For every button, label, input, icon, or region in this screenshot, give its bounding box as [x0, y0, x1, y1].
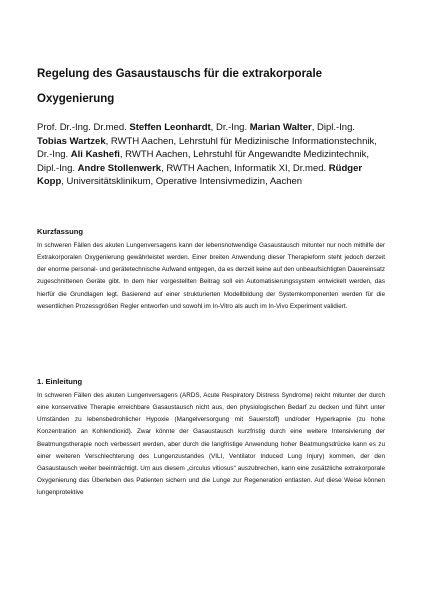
- author-name: Tobias Wartzek: [37, 135, 106, 147]
- author-affiliation: , Universitätsklinikum, Operative Intensivmedizin, Aachen: [61, 176, 303, 188]
- author-prefix: Dr.-Ing.: [37, 149, 71, 161]
- author-name: Rüdger Kopp: [37, 162, 363, 188]
- author-affiliation: , RWTH Aachen, Informatik XI,: [161, 162, 293, 174]
- author-name: Marian Walter: [249, 122, 312, 133]
- author-affiliation: , RWTH Aachen, Lehrstuhl für Angewandte Medizintechnik,: [119, 149, 369, 161]
- author-name: Ali Kashefi: [70, 149, 120, 161]
- paper-title: Regelung des Gasaustauschs für die extrakorporale Oxygenierung: [37, 68, 323, 105]
- author-prefix: Dr.med.: [292, 162, 329, 174]
- abstract-heading: Kurzfassung: [37, 227, 83, 236]
- author-prefix: Dipl.-Ing.: [316, 122, 355, 133]
- abstract-text: In schweren Fällen des akuten Lungenversagens kann der lebensnotwendige Gasaustausch mitunter nur noch mithilfe der Extrakorporalen Oxygenierung gewährleistet werden. Einer breiten Anwendung dieser Therapieform steht jedoch derzeit der enorme personal- und gerätetechnische Aufwand entgegen, da es derzeit keine auf den unbeaufsichtigten Dauereinsatz zugeschnittenen Geräte gibt. In dem hier vorgestellten Beitrag soll ein Automatisierungssystem entwickelt werden, das hierfür die Grundlagen legt. Basierend auf einer strukturierten Modellbildung der Systemkomponenten werden für die wesentlichen Prozessgrößen Regler entworfen und sowohl im In-Vitro als auch im In-Vivo Experiment validiert.: [37, 242, 385, 310]
- author-block: [37, 121, 377, 189]
- author-name: Andre Stollenwerk: [77, 162, 162, 174]
- author-prefix: Dr.-Ing.: [215, 122, 250, 133]
- author-affiliation: ,: [210, 122, 216, 133]
- abstract-section: [37, 226, 385, 313]
- introduction-text: In schweren Fällen des akuten Lungenversagens (ARDS, Acute Respiratory Distress Syndrome) reicht mitunter der durch eine konservative Therapie erreichbare Gasaustausch nicht aus, den physiologischen Bedarf zu decken und führt unter Umständen zu lebensbedrohlicher Hypoxie (Mangelversorgung mit Sauerstoff) und/oder Hyperkapnie (zu hohe Konzentration an Kohlendioxid). Zwar könnte der Gasaustausch kurzfristig durch eine weitere Intensivierung der Beatmungstherapie noch verbessert werden, aber durch die langfristige Anwendung hoher Beatmungsdrücke kann es zu einer weiteren Verschlechterung des Lungenzustandes (VILI, Ventilator Induced Lung Injury) kommen, der den Gasaustausch weiter beeinträchtigt. Um aus diesem „circulus vitiosus“ auszubrechen, kann eine zusätzliche extrakorporale Oxygenierung das Überleben des Patienten sichern und die Lunge zur Regeneration entlasten. Auf diese Weise können lungenprotektive: [37, 392, 385, 497]
- author-affiliation: , RWTH Aachen, Lehrstuhl für Medizinische Informationstechnik,: [105, 135, 377, 147]
- author-prefix: Prof. Dr.-Ing. Dr.med.: [37, 122, 130, 133]
- author-affiliation: ,: [311, 122, 317, 133]
- author-prefix: Dipl.-Ing.: [37, 162, 78, 174]
- introduction-section: [37, 376, 385, 499]
- author-name: Steffen Leonhardt: [129, 122, 211, 133]
- introduction-heading: 1. Einleitung: [37, 377, 83, 386]
